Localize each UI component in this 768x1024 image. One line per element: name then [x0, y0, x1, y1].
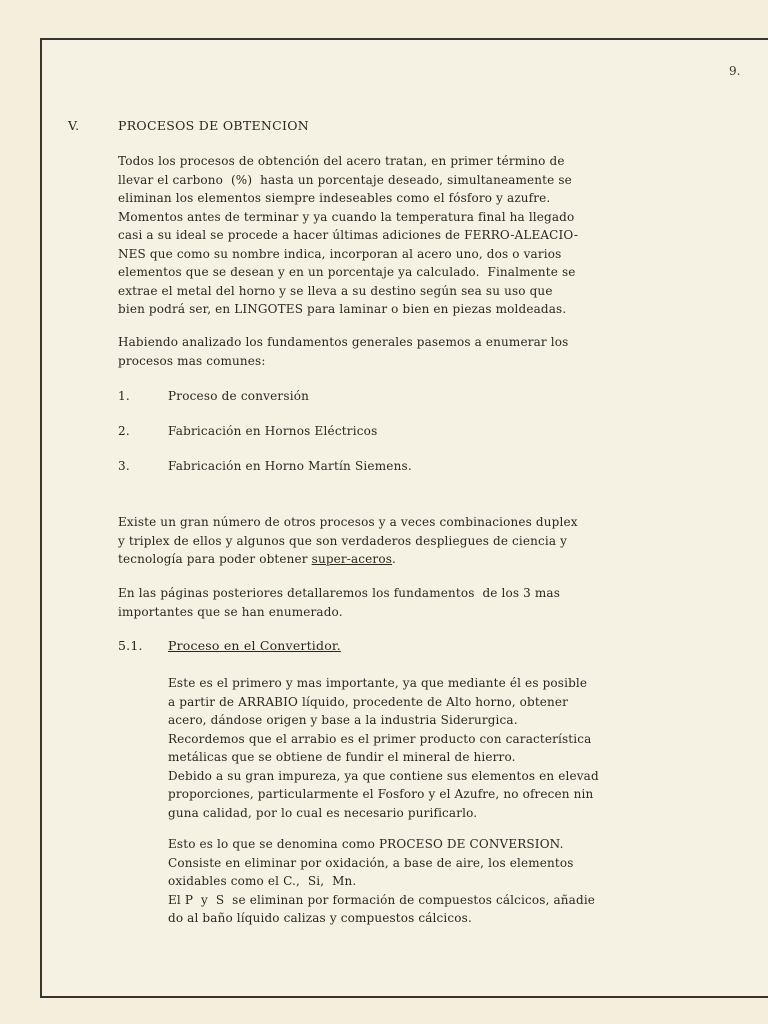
process-list-item	[118, 424, 377, 438]
text-line: El P y S se eliminan por formación de compuestos cálcicos, añadie	[168, 892, 596, 907]
later-pages-paragraph	[118, 584, 560, 621]
subsection-title: Proceso en el Convertidor.	[168, 638, 341, 653]
list-label: Proceso de conversión	[168, 389, 310, 403]
text-line: eliminan los elementos siempre indeseables como el fósforo y azufre.	[118, 191, 551, 205]
text-line: a partir de ARRABIO líquido, procedente de Alto horno, obtener	[168, 694, 569, 709]
text-line: do al baño líquido calizas y compuestos cálcicos.	[168, 911, 472, 925]
text-line: Habiendo analizado los fundamentos generales pasemos a enumerar los	[118, 335, 569, 349]
text-line: Recordemos que el arrabio es el primer producto con característica	[168, 731, 592, 746]
text-line: procesos mas comunes:	[118, 353, 266, 368]
text-line: guna calidad, por lo cual es necesario purificarlo.	[168, 805, 478, 820]
section-heading	[68, 118, 309, 133]
text-line-prefix: tecnología para poder obtener	[118, 552, 312, 566]
subsection-heading	[118, 638, 341, 653]
text-line: importantes que se han enumerado.	[118, 604, 343, 619]
intro-paragraph	[118, 152, 578, 319]
text-line: extrae el metal del horno y se lleva a su destino según sea su uso que	[118, 283, 553, 298]
text-line: bien podrá ser, en LINGOTES para laminar o bien en piezas moldeadas.	[118, 302, 567, 316]
text-line: Consiste en eliminar por oxidación, a base de aire, los elementos	[168, 855, 574, 870]
text-line: Momentos antes de terminar y ya cuando la temperatura final ha llegado	[118, 209, 575, 224]
text-line: llevar el carbono (%) hasta un porcentaje deseado, simultaneamente se	[118, 172, 572, 187]
list-number: 2.	[118, 424, 130, 438]
process-list-item	[118, 459, 412, 473]
text-line: elementos que se desean y en un porcentaje ya calculado. Finalmente se	[118, 265, 576, 279]
text-line: y triplex de ellos y algunos que son verdaderos despliegues de ciencia y	[118, 533, 568, 548]
analysis-paragraph	[118, 333, 568, 370]
text-line: metálicas que se obtiene de fundir el mineral de hierro.	[168, 750, 516, 764]
conversion-paragraph	[168, 835, 595, 928]
text-line: Esto es lo que se denomina como PROCESO DE CONVERSION.	[168, 837, 564, 851]
text-line-suffix: .	[392, 552, 396, 566]
section-number: V.	[68, 118, 80, 133]
text-line: acero, dándose origen y base a la industria Siderurgica.	[168, 713, 518, 727]
text-line: En las páginas posteriores detallaremos los fundamentos de los 3 mas	[118, 586, 561, 600]
section-title: PROCESOS DE OBTENCION	[118, 118, 310, 133]
text-line: Debido a su gran impureza, ya que contiene sus elementos en elevad	[168, 768, 599, 783]
text-line: Existe un gran número de otros procesos y a veces combinaciones duplex	[118, 515, 578, 529]
subsection-number: 5.1.	[118, 638, 143, 653]
text-line: Todos los procesos de obtención del acero tratan, en primer término de	[118, 154, 565, 168]
text-line: NES que como su nombre indica, incorporan al acero uno, dos o varios	[118, 246, 562, 261]
list-number: 1.	[118, 389, 130, 403]
text-line: Este es el primero y mas importante, ya que mediante él es posible	[168, 676, 588, 690]
super-aceros-underlined: super-aceros	[311, 552, 392, 566]
list-label: Fabricación en Horno Martín Siemens.	[168, 459, 412, 473]
list-number: 3.	[118, 459, 130, 473]
text-line: proporciones, particularmente el Fosforo y el Azufre, no ofrecen nin	[168, 787, 594, 801]
other-processes-paragraph	[118, 513, 578, 569]
page-number: 9.	[729, 64, 741, 78]
list-label: Fabricación en Hornos Eléctricos	[168, 424, 378, 438]
process-list-item	[118, 389, 309, 403]
text-line: oxidables como el C., Si, Mn.	[168, 874, 357, 888]
text-line: casi a su ideal se procede a hacer últimas adiciones de FERRO-ALEACIO-	[118, 228, 579, 242]
convertidor-paragraph	[168, 674, 599, 822]
